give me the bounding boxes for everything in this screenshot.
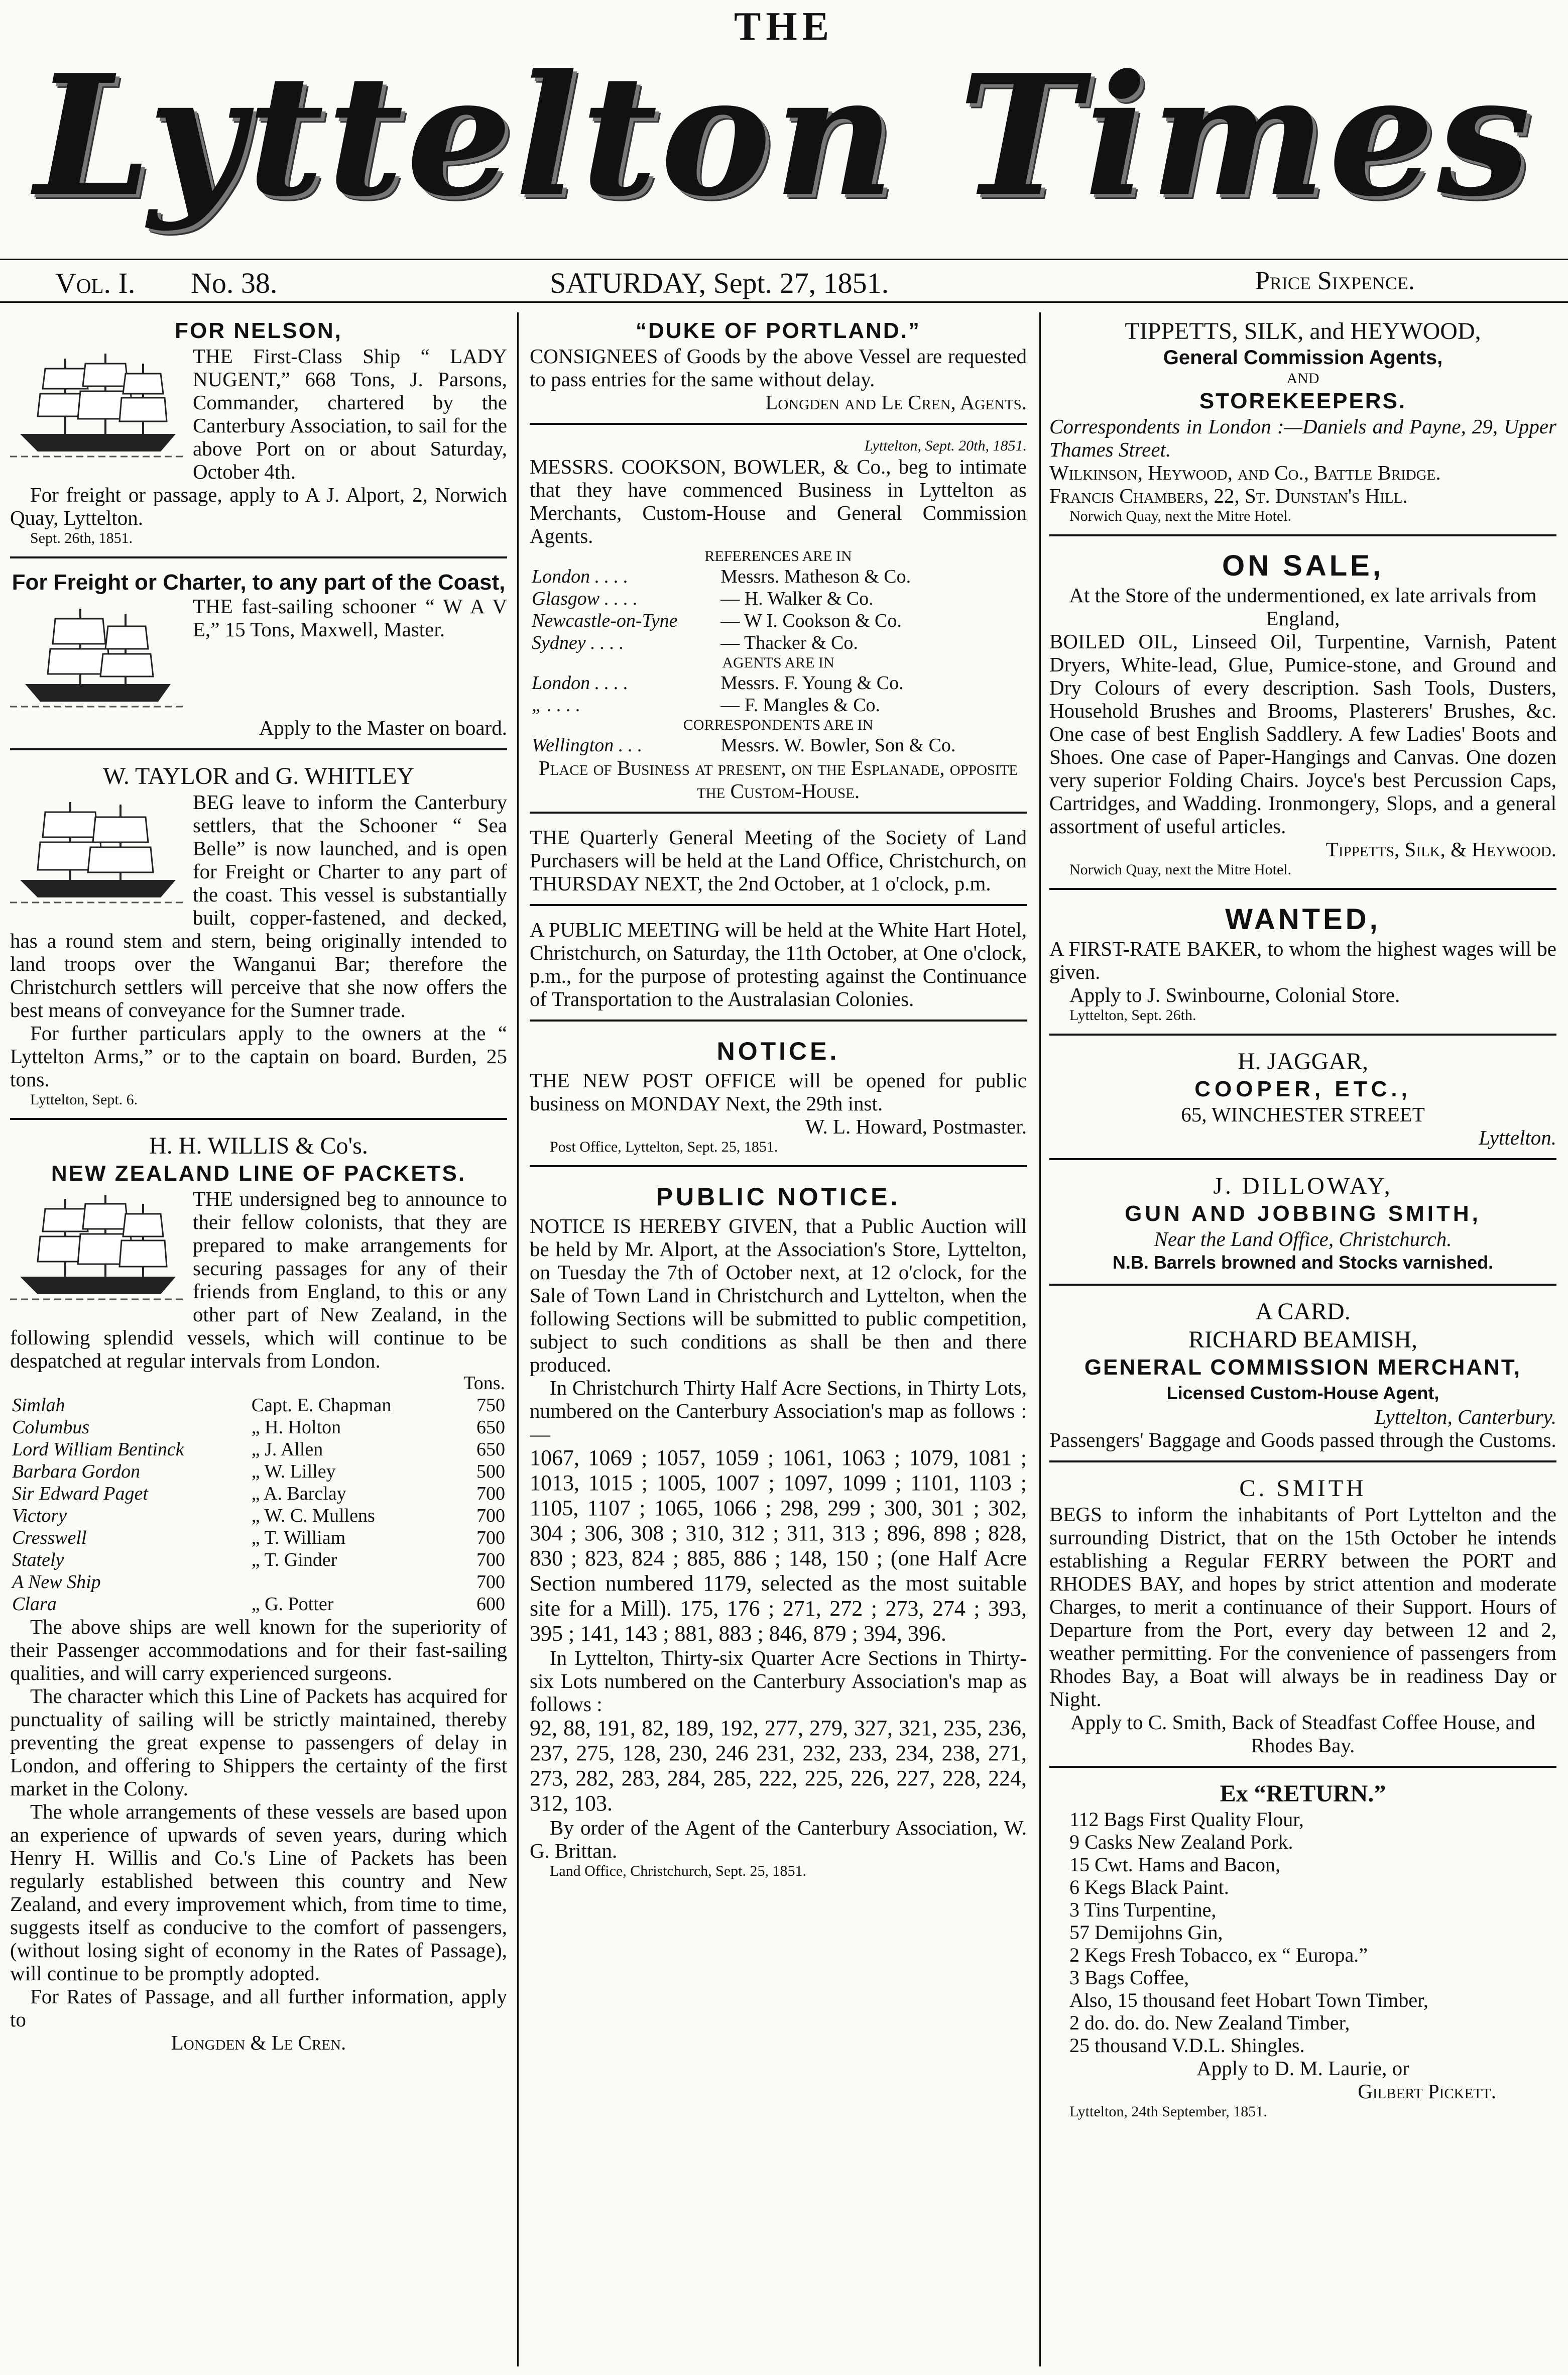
ad-ex-return: [1049, 1775, 1556, 2130]
ship-icon: [10, 599, 186, 714]
ad-intro: At the Store of the undermentioned, ex late arrivals from England,: [1069, 584, 1537, 630]
ship-row: [10, 1394, 507, 1416]
ad-address: 65, WINCHESTER STREET: [1181, 1103, 1425, 1126]
ad-body: A PUBLIC MEETING will be held at the White Hart Hotel, Christchurch, on Saturday, the 11th October, at One o'clock, p.m., for the purpose of protesting against the Continuance of Transportation to the Australasian Colonies.: [530, 918, 1027, 1010]
column-2: [530, 312, 1027, 2366]
reference-firm: Messrs. Matheson & Co.: [720, 566, 911, 587]
ship-name: Simlah: [12, 1395, 65, 1416]
christchurch-lots: 1067, 1069 ; 1057, 1059 ; 1061, 1063 ; 1079, 1081 ; 1013, 1015 ; 1005, 1007 ; 1097, 1099 ; 1101, 1103 ; 1105, 1107 ; 1065, 1066 ; 298, 299 ; 300, 301 ; 302, 304 ; 306, 308 ; 310, 312 ; 311, 313 ; 896, 898 ; 828, 830 ; 823, 824 ; 885, 886 ; 148, 150 ; (one Half Acre Section numbered 1179, selected as the most suitable site for a Mill). 175, 176 ; 271, 272 ; 273, 274 ; 393, 395 ; 141, 143 ; 881, 883 ; 846, 879 ; 394, 396.: [530, 1445, 1027, 1646]
reference-place: „ . . . .: [532, 695, 581, 716]
ad-address: Near the Land Office, Christchurch.: [1154, 1227, 1452, 1251]
reference-firm: — Thacker & Co.: [720, 632, 858, 653]
ship-captain: „ W. Lilley: [251, 1461, 336, 1482]
ad-heading: J. DILLOWAY,: [1213, 1173, 1393, 1199]
reference-place: Newcastle-on-Tyne: [532, 610, 678, 631]
ad-body: BOILED OIL, Linseed Oil, Turpentine, Varnish, Patent Dryers, White-lead, Glue, Pumice-stone, and Ground and Dry Colours of every description. Sash Tools, Dusters, Household Brushes and Brooms, Plasterers' Brushes, &c. One case of best English Saddlery. A few Ladies' Boots and Shoes. One case of Paper-Hangings and Canvas. One dozen very superior Folding Chairs. Joyce's best Percussion Caps, Cartridges, and Wadding. Ironmongery, Slops, and a general assortment of useful articles.: [1049, 630, 1556, 838]
masthead-title: Lyttelton Times: [34, 38, 1534, 233]
agents-heading: AGENTS ARE IN: [722, 654, 834, 671]
ad-signature: Tippetts, Silk, & Heywood.: [1325, 838, 1556, 861]
ship-captain: „ G. Potter: [251, 1594, 334, 1615]
goods-item: 9 Casks New Zealand Pork.: [1069, 1831, 1293, 1853]
ship-name: A New Ship: [12, 1571, 101, 1593]
dateline: [0, 261, 1568, 301]
ad-wanted: [1049, 897, 1556, 1036]
ship-captain: „ H. Holton: [251, 1417, 341, 1438]
ad-name: RICHARD BEAMISH,: [1188, 1326, 1418, 1353]
ad-body: Passengers' Baggage and Goods passed through the Customs.: [1049, 1428, 1556, 1451]
ad-nb: N.B. Barrels browned and Stocks varnished.: [1112, 1252, 1494, 1273]
goods-item: 2 do. do. do. New Zealand Timber,: [1069, 2011, 1350, 2034]
ad-post-office-notice: [530, 1029, 1027, 1167]
corr-heading: CORRESPONDENTS ARE IN: [683, 717, 874, 733]
ad-heading: For Freight or Charter, to any part of the Coast,: [12, 570, 506, 595]
ships-table-cell: [250, 1372, 445, 1394]
reference-row: [530, 632, 1027, 654]
ship-tons: 700: [476, 1549, 505, 1570]
ships-table-header: [10, 1372, 507, 1394]
reference-firm: — W I. Cookson & Co.: [720, 610, 902, 631]
ad-body: THE NEW POST OFFICE will be opened for public business on MONDAY Next, the 29th inst.: [530, 1069, 1027, 1115]
ad-line: Francis Chambers, 22, St. Dunstan's Hill.: [1049, 484, 1408, 507]
ships-table-cell: [10, 1372, 250, 1394]
ship-row: [10, 1549, 507, 1571]
goods-item: 2 Kegs Fresh Tobacco, ex “ Europa.”: [1069, 1944, 1368, 1966]
ad-jaggar: [1049, 1043, 1556, 1160]
reference-row: [530, 672, 1027, 694]
ad-heading: Ex “RETURN.”: [1220, 1780, 1386, 1807]
ad-body: BEG leave to inform the Canterbury settlers, that the Schooner “ Sea Belle” is now launched, and is open for Freight or Charter to any part of the coast. This vessel is substantially built, copper-fastened, and decked, has a round stem and stern, being originally intended to land troops over the Wanganui Bar; therefore the Christchurch settlers will perceive that she now offers the best means of conveyance for the Sumner trade.: [10, 790, 507, 1022]
ad-body: BEGS to inform the inhabitants of Port Lyttelton and the surrounding District, that on the 15th October he intends establishing a Regular FERRY between the PORT and RHODES BAY, and hopes by strict attention and moderate Charges, to merit a continuance of their Support. Hours of Departure from the Port, every day between 12 and 2, weather permitting. For the convenience of passengers from Rhodes Bay, a Boat will always be in readiness Day or Night.: [1049, 1503, 1556, 1711]
ad-town: Lyttelton.: [1479, 1126, 1556, 1149]
goods-list: [1049, 1808, 1556, 2057]
masthead: [0, 0, 1568, 261]
goods-item: 6 Kegs Black Paint.: [1069, 1876, 1229, 1898]
ships-table: [10, 1372, 507, 1615]
ad-on-sale: [1049, 543, 1556, 890]
ship-tons: 650: [476, 1417, 505, 1438]
reference-row: [530, 588, 1027, 610]
ad-subheading: STOREKEEPERS.: [1199, 389, 1407, 413]
ad-public-notice: [530, 1174, 1027, 1889]
ad-paragraph: The whole arrangements of these vessels are based upon an experience of upwards of seven years, during which Henry H. Willis and Co.'s Line of Packets has been regularly established between this country and New Zealand, and every improvement which, from time to time, suggests itself as conducive to the comfort of passengers, (without losing sight of economy in the Rates of Passage), will continue to be promptly adopted.: [10, 1800, 507, 1985]
ship-captain: „ T. Ginder: [251, 1549, 337, 1570]
ad-body: NOTICE IS HEREBY GIVEN, that a Public Auction will be held by Mr. Alport, at the Association's Store, Lyttelton, on Tuesday the 7th of October next, at 12 o'clock, for the Sale of Town Land in Christchurch and Lyttelton, when the following Sections will be submitted to public competition, subject to such conditions as shall be then and there produced.: [530, 1214, 1027, 1376]
ad-cookson-bowler: [530, 432, 1027, 814]
ship-row: [10, 1527, 507, 1549]
ship-tons: 750: [476, 1395, 505, 1416]
ad-heading: H. H. WILLIS & Co's.: [149, 1133, 368, 1159]
ship-tons: 600: [476, 1594, 505, 1615]
ad-body: THE First-Class Ship “ LADY NUGENT,” 668 Tons, J. Parsons, Commander, chartered by the Canterbury Association, to sail for the above Port on or about Saturday, October 4th.: [193, 345, 507, 483]
ad-heading: NOTICE.: [716, 1037, 840, 1065]
ad-date: Lyttelton, Sept. 6.: [30, 1091, 138, 1108]
ad-trade: GENERAL COMMISSION MERCHANT,: [1084, 1355, 1522, 1380]
ad-place: Place of Business at present, on the Esplanade, opposite the Custom-House.: [538, 756, 1018, 803]
ad-heading: PUBLIC NOTICE.: [656, 1183, 901, 1211]
ad-date: Post Office, Lyttelton, Sept. 25, 1851.: [550, 1139, 778, 1155]
ad-heading: TIPPETTS, SILK, and HEYWOOD,: [1125, 318, 1481, 345]
goods-item: 15 Cwt. Hams and Bacon,: [1069, 1853, 1280, 1876]
corr-table: [530, 734, 1027, 756]
ad-address: Norwich Quay, next the Mitre Hotel.: [1069, 508, 1292, 524]
ad-apply: Apply to the Master on board.: [259, 716, 507, 739]
ad-taylor-whitley: [10, 757, 507, 1120]
ad-apply: Apply to D. M. Laurie, or: [1196, 2057, 1409, 2080]
issue-number: No. 38.: [191, 267, 278, 299]
ad-town: Lyttelton, Canterbury.: [1374, 1405, 1556, 1428]
ad-apply: For freight or passage, apply to A J. Alport, 2, Norwich Quay, Lyttelton.: [10, 483, 507, 529]
reference-place: London . . . .: [532, 566, 629, 587]
lyttelton-lots: 92, 88, 191, 82, 189, 192, 277, 279, 327, 321, 235, 236, 237, 275, 128, 230, 246 231, 232, 233, 234, 238, 271, 273, 282, 283, 284, 285, 222, 225, 226, 227, 228, 224, 312, 103.: [530, 1716, 1027, 1816]
ship-icon: [10, 349, 186, 464]
ad-signature: Longden and Le Cren, Agents.: [765, 391, 1027, 414]
reference-place: Wellington . . .: [532, 735, 643, 756]
ship-name: Barbara Gordon: [12, 1461, 141, 1482]
ad-quarterly-meeting: [530, 821, 1027, 906]
reference-firm: — H. Walker & Co.: [720, 588, 874, 609]
volume: Vol. I.: [55, 267, 136, 299]
column-rule: [517, 312, 519, 2366]
tons-label: Tons.: [463, 1373, 505, 1394]
ad-trade: COOPER, ETC.,: [1194, 1077, 1411, 1101]
ad-body: A FIRST-RATE BAKER, to whom the highest wages will be given.: [1049, 937, 1556, 983]
ad-heading: W. TAYLOR and G. WHITLEY: [102, 763, 415, 789]
ad-subheading: General Commission Agents,: [1163, 347, 1443, 369]
ship-tons: 650: [476, 1439, 505, 1460]
ad-apply-2: Gilbert Pickett.: [1358, 2080, 1496, 2103]
ad-heading: WANTED,: [1225, 903, 1381, 936]
ad-heading: C. SMITH: [1239, 1475, 1367, 1502]
column-3: [1049, 312, 1556, 2366]
ship-tons: 700: [476, 1505, 505, 1526]
ad-apply: Apply to J. Swinbourne, Colonial Store.: [1069, 983, 1400, 1006]
column-rule: [1039, 312, 1041, 2366]
ship-name: Victory: [12, 1505, 67, 1526]
ad-date: Lyttelton, Sept. 26th.: [1069, 1007, 1196, 1024]
column-1: [10, 312, 507, 2366]
ship-icon: [10, 795, 186, 910]
ship-captain: Capt. E. Chapman: [251, 1395, 392, 1416]
ad-body: THE undersigned beg to announce to their fellow colonists, that they are prepared to make arrangements for securing passages for any of their friends from England, to this or any other part of New Zealand, in the following splendid vessels, which will continue to be despatched at regular intervals from London.: [10, 1187, 507, 1372]
ship-icon: [10, 1191, 186, 1307]
ship-captain: „ W. C. Mullens: [251, 1505, 375, 1526]
ad-dilloway: [1049, 1167, 1556, 1286]
ad-public-meeting: [530, 913, 1027, 1022]
ad-licensed: Licensed Custom-House Agent,: [1166, 1383, 1439, 1403]
ad-heading: H. JAGGAR,: [1237, 1048, 1368, 1075]
reference-firm: — F. Mangles & Co.: [720, 695, 881, 716]
reference-row: [530, 566, 1027, 588]
ship-row: [10, 1593, 507, 1615]
refs-heading: REFERENCES ARE IN: [704, 548, 852, 564]
ad-body: CONSIGNEES of Goods by the above Vessel are requested to pass entries for the same without delay.: [530, 345, 1027, 391]
ship-row: [10, 1571, 507, 1593]
ad-apply: Apply to C. Smith, Back of Steadfast Coffee House, and Rhodes Bay.: [1070, 1711, 1536, 1757]
ship-name: Cresswell: [12, 1527, 87, 1548]
ad-subheading: NEW ZEALAND LINE OF PACKETS.: [51, 1161, 466, 1186]
goods-item: 112 Bags First Quality Flour,: [1069, 1808, 1304, 1831]
ship-name: Sir Edward Paget: [12, 1483, 148, 1504]
ship-tons: 700: [476, 1483, 505, 1504]
ad-signature: Longden & Le Cren.: [171, 2031, 346, 2054]
christchurch-intro: In Christchurch Thirty Half Acre Sections, in Thirty Lots, numbered on the Canterbury Association's map as follows :—: [530, 1376, 1027, 1445]
ad-apply: For further particulars apply to the owners at the “ Lyttelton Arms,” or to the captain on board. Burden, 25 tons.: [10, 1022, 507, 1091]
dateline-rule: [0, 301, 1568, 303]
ad-body: THE fast-sailing schooner “ W A V E,” 15 Tons, Maxwell, Master.: [193, 595, 507, 641]
ship-name: Columbus: [12, 1417, 90, 1438]
agents-table: [530, 672, 1027, 716]
ad-dateline: Lyttelton, Sept. 20th, 1851.: [864, 437, 1027, 454]
reference-firm: Messrs. W. Bowler, Son & Co.: [720, 735, 956, 756]
ship-name: Stately: [12, 1549, 64, 1570]
ship-name: Clara: [12, 1594, 57, 1615]
ad-body: THE Quarterly General Meeting of the Society of Land Purchasers will be held at the Land Office, Christchurch, on THURSDAY NEXT, the 2nd October, at 1 o'clock, p.m.: [530, 826, 1027, 895]
ad-duke-of-portland: [530, 312, 1027, 425]
ad-tippetts: [1049, 312, 1556, 536]
reference-row: [530, 694, 1027, 716]
ad-signature: W. L. Howard, Postmaster.: [805, 1115, 1027, 1138]
issue-date: SATURDAY, Sept. 27, 1851.: [550, 267, 889, 299]
ad-paragraph: The above ships are well known for the superiority of their Passenger accommodations and for their fast-sailing qualities, and will carry experienced surgeons.: [10, 1615, 507, 1684]
ad-trade: GUN AND JOBBING SMITH,: [1125, 1201, 1481, 1226]
ship-row: [10, 1460, 507, 1483]
ad-date: Sept. 26th, 1851.: [30, 530, 133, 546]
ship-captain: [250, 1571, 445, 1593]
ad-paragraph: The character which this Line of Packets has acquired for punctuality of sailing will be strictly maintained, thereby preventing the great expense to passengers of delay in London, and offering to Shippers the certainty of the first market in the Colony.: [10, 1684, 507, 1800]
ad-for-nelson: [10, 312, 507, 558]
ship-captain: „ T. William: [251, 1527, 346, 1548]
ad-beamish: [1049, 1293, 1556, 1462]
goods-item: 25 thousand V.D.L. Shingles.: [1069, 2034, 1305, 2057]
ad-line: Correspondents in London :—Daniels and Payne, 29, Upper Thames Street.: [1049, 415, 1556, 461]
goods-item: 57 Demijohns Gin,: [1069, 1921, 1223, 1944]
ad-willis-packets: [10, 1127, 507, 2063]
ad-signature: By order of the Agent of the Canterbury Association, W. G. Brittan.: [530, 1816, 1027, 1862]
ship-row: [10, 1416, 507, 1438]
ad-paragraph: For Rates of Passage, and all further information, apply to: [10, 1985, 507, 2031]
reference-place: Sydney . . . .: [532, 632, 624, 653]
ad-line: Wilkinson, Heywood, and Co., Battle Bridge.: [1049, 461, 1441, 484]
ship-row: [10, 1438, 507, 1460]
refs-table: [530, 566, 1027, 654]
ad-date: Lyttelton, 24th September, 1851.: [1069, 2103, 1267, 2120]
ship-captain: „ J. Allen: [251, 1439, 323, 1460]
goods-item: 3 Tins Turpentine,: [1069, 1898, 1217, 1921]
goods-item: Also, 15 thousand feet Hobart Town Timber,: [1069, 1989, 1428, 2011]
ad-date: Land Office, Christchurch, Sept. 25, 1851.: [550, 1863, 807, 1879]
ship-tons: 700: [476, 1571, 505, 1593]
reference-row: [530, 610, 1027, 632]
ship-captain: „ A. Barclay: [251, 1483, 346, 1504]
ship-row: [10, 1483, 507, 1505]
ship-tons: 500: [476, 1461, 505, 1482]
ad-heading: A CARD.: [1255, 1298, 1351, 1325]
masthead-rule: [0, 259, 1568, 260]
ship-tons: 700: [476, 1527, 505, 1548]
ad-and: AND: [1286, 370, 1319, 387]
ad-body: MESSRS. COOKSON, BOWLER, & Co., beg to intimate that they have commenced Business in Lyttelton as Merchants, Custom-House and General Commission Agents.: [530, 455, 1027, 547]
lyttelton-intro: In Lyttelton, Thirty-six Quarter Acre Sections in Thirty-six Lots numbered on the Canterbury Association's map as follows :: [530, 1646, 1027, 1716]
price: Price Sixpence.: [1255, 267, 1415, 295]
ship-row: [10, 1505, 507, 1527]
ship-name: Lord William Bentinck: [12, 1439, 184, 1460]
goods-item: 3 Bags Coffee,: [1069, 1966, 1189, 1989]
ad-wave: [10, 566, 507, 750]
ad-heading: “DUKE OF PORTLAND.”: [636, 318, 921, 343]
reference-place: Glasgow . . . .: [532, 588, 638, 609]
ad-c-smith: [1049, 1469, 1556, 1768]
reference-place: London . . . .: [532, 672, 629, 694]
ad-heading: ON SALE,: [1222, 549, 1384, 582]
masthead-the: THE: [734, 5, 834, 49]
reference-firm: Messrs. F. Young & Co.: [720, 672, 904, 694]
ad-address: Norwich Quay, next the Mitre Hotel.: [1069, 861, 1292, 878]
ad-heading: FOR NELSON,: [175, 318, 342, 343]
reference-row: [530, 734, 1027, 756]
